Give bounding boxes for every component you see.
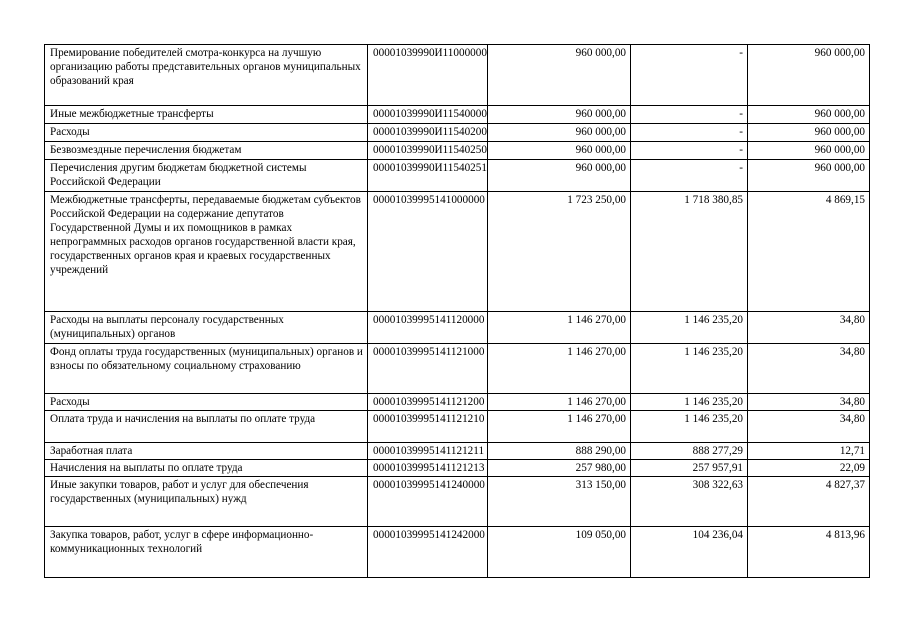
row-name: Иные закупки товаров, работ и услуг для обеспечения государственных (муниципальных) нужд xyxy=(45,477,368,527)
row-code: 00001039995141242000 xyxy=(368,527,488,578)
row-approved: 1 146 270,00 xyxy=(488,394,631,411)
row-remaining: 34,80 xyxy=(748,312,870,344)
row-code: 00001039990И11540000 xyxy=(368,106,488,124)
row-executed: 308 322,63 xyxy=(631,477,748,527)
row-remaining: 960 000,00 xyxy=(748,124,870,142)
table-row xyxy=(45,394,870,411)
table-row xyxy=(45,411,870,443)
row-approved: 960 000,00 xyxy=(488,160,631,192)
row-code: 00001039995141121211 xyxy=(368,443,488,460)
row-approved: 960 000,00 xyxy=(488,45,631,106)
row-code: 00001039990И11540251 xyxy=(368,160,488,192)
row-code: 00001039995141120000 xyxy=(368,312,488,344)
table-row xyxy=(45,106,870,124)
table-row xyxy=(45,460,870,477)
row-executed: - xyxy=(631,45,748,106)
table-row xyxy=(45,527,870,578)
row-name: Премирование победителей смотра-конкурса на лучшую организацию работы представительных органов муниципальных образований края xyxy=(45,45,368,106)
row-approved: 109 050,00 xyxy=(488,527,631,578)
row-code: 00001039995141121200 xyxy=(368,394,488,411)
row-executed: 257 957,91 xyxy=(631,460,748,477)
row-name: Фонд оплаты труда государственных (муниципальных) органов и взносы по обязательному социальному страхованию xyxy=(45,344,368,394)
row-code: 00001039990И11540200 xyxy=(368,124,488,142)
row-approved: 1 146 270,00 xyxy=(488,344,631,394)
row-approved: 960 000,00 xyxy=(488,142,631,160)
row-code: 00001039995141000000 xyxy=(368,192,488,312)
budget-execution-table xyxy=(44,44,870,578)
row-remaining: 960 000,00 xyxy=(748,45,870,106)
row-name: Расходы на выплаты персоналу государственных (муниципальных) органов xyxy=(45,312,368,344)
row-executed: - xyxy=(631,124,748,142)
row-name: Межбюджетные трансферты, передаваемые бюджетам субъектов Российской Федерации на содержание депутатов Государственной Думы и их помощников в рамках непрограммных расходов органов государственной власти края, государственных органов края и краевых государственных учреждений xyxy=(45,192,368,312)
table-row xyxy=(45,124,870,142)
row-remaining: 960 000,00 xyxy=(748,160,870,192)
row-executed: 104 236,04 xyxy=(631,527,748,578)
table-row xyxy=(45,192,870,312)
row-remaining: 34,80 xyxy=(748,411,870,443)
row-name: Перечисления другим бюджетам бюджетной системы Российской Федерации xyxy=(45,160,368,192)
row-approved: 257 980,00 xyxy=(488,460,631,477)
row-name: Безвозмездные перечисления бюджетам xyxy=(45,142,368,160)
row-approved: 960 000,00 xyxy=(488,124,631,142)
row-executed: 1 146 235,20 xyxy=(631,411,748,443)
row-remaining: 4 813,96 xyxy=(748,527,870,578)
row-name: Расходы xyxy=(45,394,368,411)
row-approved: 1 146 270,00 xyxy=(488,411,631,443)
row-executed: - xyxy=(631,106,748,124)
row-name: Закупка товаров, работ, услуг в сфере информационно-коммуникационных технологий xyxy=(45,527,368,578)
row-approved: 1 723 250,00 xyxy=(488,192,631,312)
row-approved: 313 150,00 xyxy=(488,477,631,527)
row-code: 00001039995141121000 xyxy=(368,344,488,394)
row-approved: 960 000,00 xyxy=(488,106,631,124)
table-row xyxy=(45,443,870,460)
row-code: 00001039990И11000000 xyxy=(368,45,488,106)
row-executed: - xyxy=(631,160,748,192)
row-remaining: 34,80 xyxy=(748,344,870,394)
row-executed: 1 146 235,20 xyxy=(631,344,748,394)
row-name: Оплата труда и начисления на выплаты по оплате труда xyxy=(45,411,368,443)
row-executed: 888 277,29 xyxy=(631,443,748,460)
row-name: Расходы xyxy=(45,124,368,142)
row-code: 00001039995141121213 xyxy=(368,460,488,477)
row-remaining: 960 000,00 xyxy=(748,106,870,124)
row-approved: 1 146 270,00 xyxy=(488,312,631,344)
row-name: Начисления на выплаты по оплате труда xyxy=(45,460,368,477)
row-code: 00001039995141240000 xyxy=(368,477,488,527)
row-remaining: 4 869,15 xyxy=(748,192,870,312)
row-executed: 1 146 235,20 xyxy=(631,312,748,344)
table-body xyxy=(45,45,870,578)
table-row xyxy=(45,477,870,527)
row-remaining: 34,80 xyxy=(748,394,870,411)
row-name: Иные межбюджетные трансферты xyxy=(45,106,368,124)
table-row xyxy=(45,344,870,394)
row-code: 00001039990И11540250 xyxy=(368,142,488,160)
row-remaining: 22,09 xyxy=(748,460,870,477)
row-executed: 1 718 380,85 xyxy=(631,192,748,312)
row-executed: 1 146 235,20 xyxy=(631,394,748,411)
row-executed: - xyxy=(631,142,748,160)
row-remaining: 12,71 xyxy=(748,443,870,460)
table-row xyxy=(45,160,870,192)
row-remaining: 960 000,00 xyxy=(748,142,870,160)
table-row xyxy=(45,312,870,344)
row-code: 00001039995141121210 xyxy=(368,411,488,443)
table-row xyxy=(45,142,870,160)
row-name: Заработная плата xyxy=(45,443,368,460)
table-row xyxy=(45,45,870,106)
row-approved: 888 290,00 xyxy=(488,443,631,460)
row-remaining: 4 827,37 xyxy=(748,477,870,527)
